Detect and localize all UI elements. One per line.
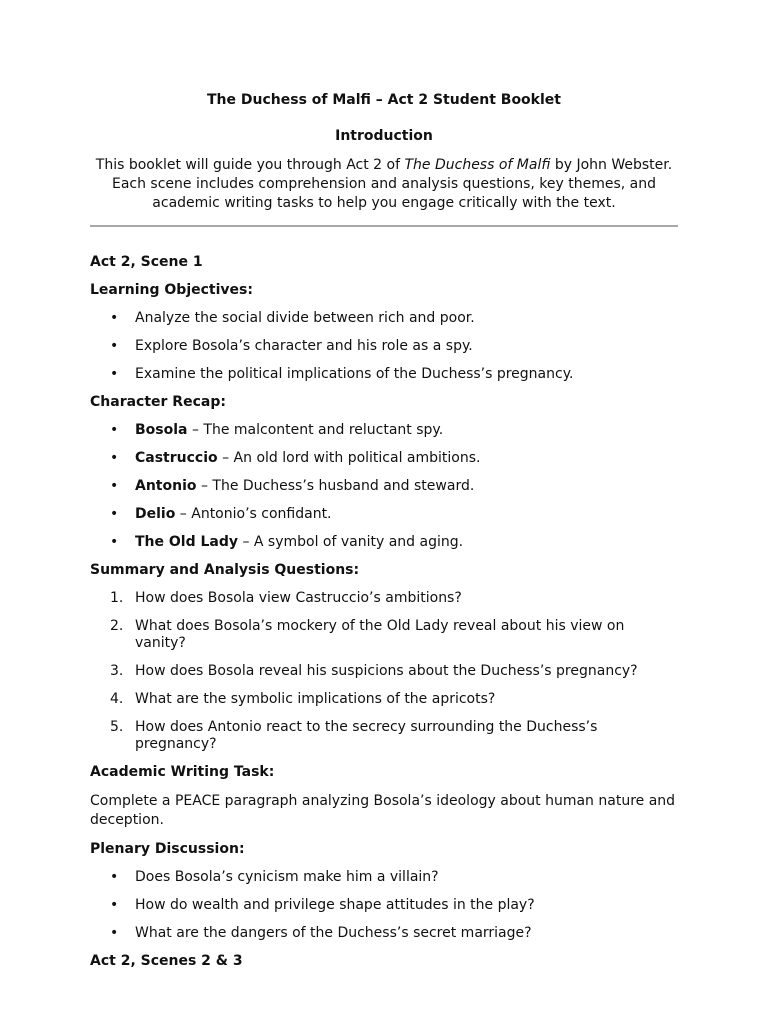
analysis-questions-list <box>90 590 678 753</box>
bullet-marker: • <box>110 869 119 885</box>
list-item <box>90 869 678 886</box>
number-marker: 1. <box>110 590 124 606</box>
list-item <box>90 422 678 439</box>
list-item <box>90 590 678 607</box>
scene-1-title: Act 2, Scene 1 <box>90 254 203 270</box>
list-item <box>90 478 678 495</box>
objective-text: Explore Bosola’s character and his role as a spy. <box>135 338 473 354</box>
intro-text-end: by John Webster. Each scene includes comprehension and analysis questions, key themes, and academic writing tasks to help you engage critically with the text. <box>111 157 673 211</box>
questions-heading: Summary and Analysis Questions: <box>90 562 360 578</box>
list-item <box>90 534 678 551</box>
introduction-text <box>90 156 678 213</box>
character-description: – A symbol of vanity and aging. <box>238 534 464 550</box>
horizontal-divider <box>90 225 678 227</box>
character-name: Antonio <box>135 478 197 494</box>
list-item <box>90 506 678 523</box>
intro-text-start: This booklet will guide you through Act 2 of <box>95 157 405 173</box>
question-text: How does Bosola reveal his suspicions about the Duchess’s pregnancy? <box>135 663 638 679</box>
question-text: How does Antonio react to the secrecy surrounding the Duchess’s pregnancy? <box>135 719 598 752</box>
learning-objectives-list <box>90 310 678 383</box>
list-item <box>90 897 678 914</box>
character-description: – The Duchess’s husband and steward. <box>196 478 475 494</box>
character-recap-list <box>90 422 678 551</box>
bullet-marker: • <box>110 506 119 522</box>
character-name: Bosola <box>135 422 188 438</box>
bullet-marker: • <box>110 366 119 382</box>
document-title: The Duchess of Malfi – Act 2 Student Booklet <box>207 92 561 108</box>
list-item <box>90 925 678 942</box>
list-item <box>90 310 678 327</box>
list-item <box>90 450 678 467</box>
list-item <box>90 691 678 708</box>
bullet-marker: • <box>110 338 119 354</box>
number-marker: 3. <box>110 663 124 679</box>
question-text: What are the symbolic implications of the apricots? <box>135 691 496 707</box>
character-description: – An old lord with political ambitions. <box>217 450 481 466</box>
bullet-marker: • <box>110 925 119 941</box>
introduction-heading: Introduction <box>335 128 433 144</box>
list-item <box>90 366 678 383</box>
number-marker: 5. <box>110 719 124 735</box>
plenary-list <box>90 869 678 942</box>
play-title-italic: The Duchess of Malfi <box>404 157 551 173</box>
list-item <box>90 338 678 355</box>
character-name: The Old Lady <box>135 534 238 550</box>
bullet-marker: • <box>110 450 119 466</box>
writing-task-heading: Academic Writing Task: <box>90 764 275 780</box>
list-item <box>90 618 678 652</box>
bullet-marker: • <box>110 897 119 913</box>
writing-task-text: Complete a PEACE paragraph analyzing Bosola’s ideology about human nature and deception. <box>90 793 676 828</box>
plenary-question: How do wealth and privilege shape attitudes in the play? <box>135 897 535 913</box>
objective-text: Examine the political implications of the Duchess’s pregnancy. <box>135 366 574 382</box>
learning-objectives-heading: Learning Objectives: <box>90 282 253 298</box>
list-item <box>90 663 678 680</box>
list-item <box>90 719 678 753</box>
character-name: Delio <box>135 506 176 522</box>
number-marker: 2. <box>110 618 124 634</box>
bullet-marker: • <box>110 478 119 494</box>
plenary-question: Does Bosola’s cynicism make him a villain? <box>135 869 439 885</box>
bullet-marker: • <box>110 534 119 550</box>
plenary-question: What are the dangers of the Duchess’s secret marriage? <box>135 925 532 941</box>
question-text: What does Bosola’s mockery of the Old Lady reveal about his view on vanity? <box>135 618 625 651</box>
character-description: – Antonio’s confidant. <box>175 506 332 522</box>
character-description: – The malcontent and reluctant spy. <box>187 422 444 438</box>
character-name: Castruccio <box>135 450 218 466</box>
question-text: How does Bosola view Castruccio’s ambitions? <box>135 590 462 606</box>
number-marker: 4. <box>110 691 124 707</box>
bullet-marker: • <box>110 310 119 326</box>
plenary-heading: Plenary Discussion: <box>90 841 245 857</box>
objective-text: Analyze the social divide between rich and poor. <box>135 310 475 326</box>
character-recap-heading: Character Recap: <box>90 394 226 410</box>
scene-2-3-title: Act 2, Scenes 2 & 3 <box>90 953 243 969</box>
bullet-marker: • <box>110 422 119 438</box>
